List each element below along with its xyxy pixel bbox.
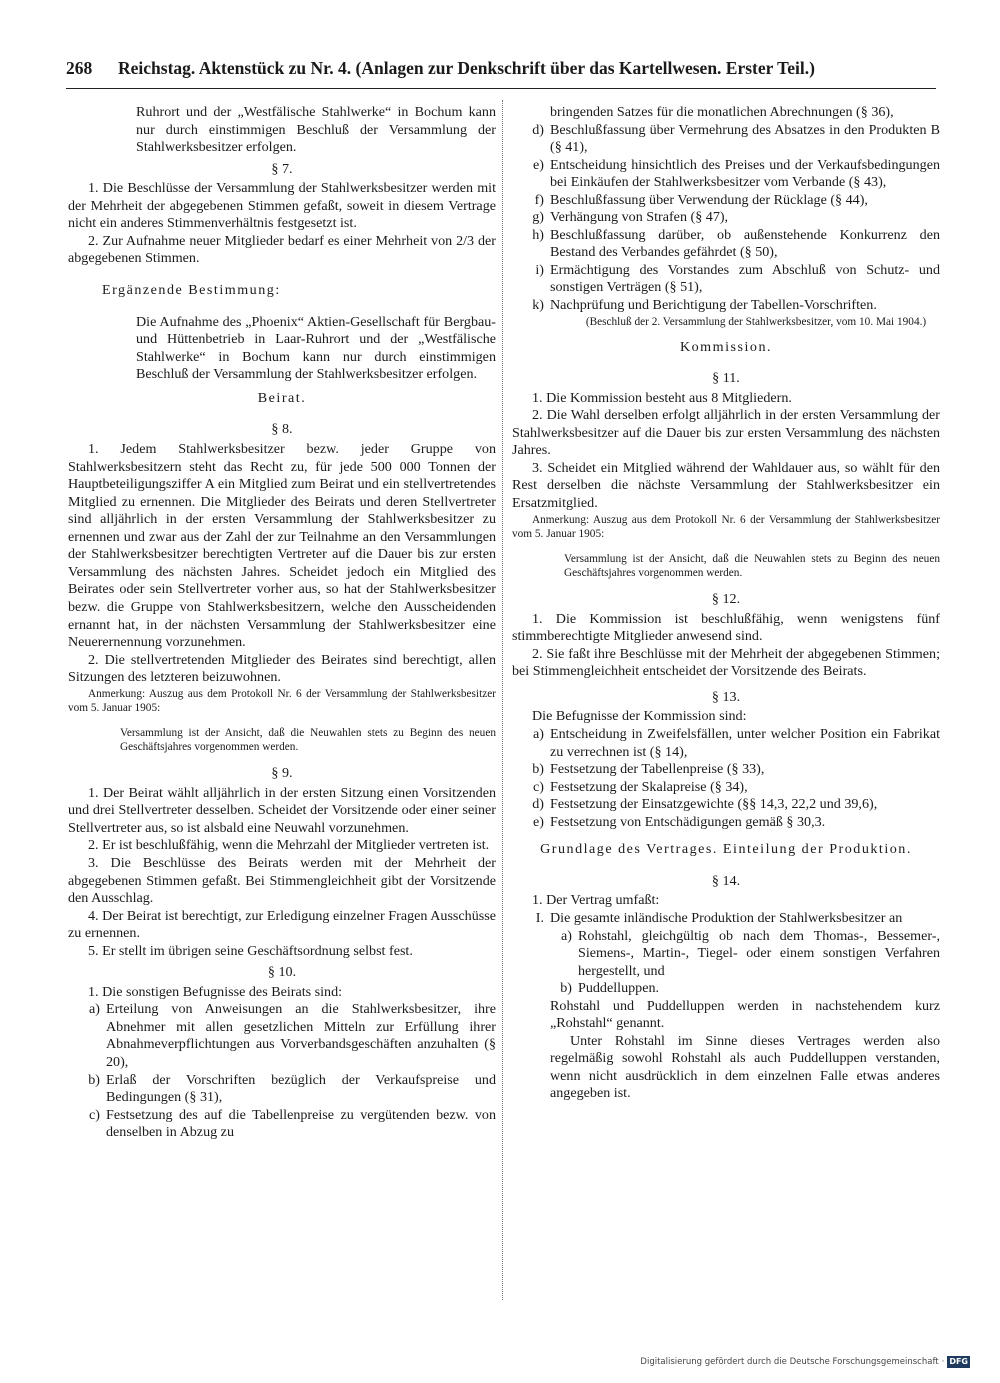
section-heading: § 10. (267, 964, 297, 981)
list-item: b) Erlaß der Vorschriften bezüglich der Verkaufspreise und Bedingungen (§ 31), (88, 1071, 496, 1106)
page-footer (640, 1355, 970, 1369)
page-number: 268 (66, 58, 93, 78)
section-heading: § 8. (271, 421, 293, 438)
page-header (66, 58, 936, 86)
list-item: e) Festsetzung von Entschädigungen gemäß § 30,3. (533, 813, 826, 830)
section-heading: § 12. (711, 591, 741, 608)
separator-dot: · (941, 1357, 945, 1367)
list-item: I. Die gesamte inländische Produktion der Stahlwerksbesitzer an (535, 910, 903, 927)
list-item: f) Beschlußfassung über Verwendung der Rücklage (§ 44), (534, 191, 868, 208)
paragraph: Rohstahl und Puddelluppen werden in nachstehendem kurz „Rohstahl“ genannt. (550, 997, 940, 1032)
header-rule (66, 88, 936, 89)
paragraph: 1. Die sonstigen Befugnisse des Beirats sind: (88, 983, 343, 1000)
section-heading: § 14. (711, 872, 741, 889)
dfg-logo: DFG (949, 1357, 968, 1366)
header-title: Reichstag. Aktenstück zu Nr. 4. (Anlagen zur Denkschrift über das Kartellwesen. Erster Teil.) (118, 58, 815, 78)
subheading: Ergänzende Bestimmung: (102, 282, 281, 299)
paragraph: 2. Sie faßt ihre Beschlüsse mit der Mehrheit der abgegebenen Stimmen; bei Stimmengleichheit entscheidet der Vorsitzende des Beirats. (512, 645, 940, 680)
note-text: Versammlung ist der Ansicht, daß die Neuwahlen stets zu Beginn des neuen Geschäftsjahres vorgenommen werden. (120, 726, 496, 753)
right-column (512, 104, 940, 1103)
paragraph: 1. Die Beschlüsse der Versammlung der Stahlwerksbesitzer werden mit der Mehrheit der abgegebenen Stimmen gefaßt, soweit in diesem Vertrage nicht ein anderes Stimmenverhältnis festgesetzt ist. (68, 180, 496, 232)
paragraph: Die Aufnahme des „Phoenix“ Aktien-Gesellschaft für Bergbau- und Hüttenbetrieb in Laar-Ruhrort und der „Westfälische Stahlwerke“ in Bochum kann nur durch einstimmigen Beschluß der Versammlung der Stahlwerksbesitzer erfolgen. (136, 313, 496, 383)
paragraph: 1. Der Vertrag umfaßt: (532, 892, 660, 909)
list-item: b) Festsetzung der Tabellenpreise (§ 33), (532, 761, 765, 778)
paragraph: 2. Zur Aufnahme neuer Mitglieder bedarf es einer Mehrheit von 2/3 der abgegebenen Stimmen. (68, 232, 496, 267)
list-item: i) Ermächtigung des Vorstandes zum Abschluß von Schutz- und sonstigen Verträgen (§ 51), (535, 261, 940, 296)
paragraph: 1. Die Kommission besteht aus 8 Mitgliedern. (532, 389, 792, 406)
list-item: k) Nachprüfung und Berichtigung der Tabellen-Vorschriften. (532, 297, 877, 314)
paragraph: Ruhrort und der „Westfälische Stahlwerke“ in Bochum kann nur durch einstimmigen Beschluß der Versammlung der Stahlwerksbesitzer erfolgen. (136, 104, 496, 156)
list-item: g) Verhängung von Strafen (§ 47), (532, 209, 729, 226)
list-item: d) Beschlußfassung über Vermehrung des Absatzes in den Produkten B (§ 41), (532, 121, 940, 156)
paragraph: 2. Er ist beschlußfähig, wenn die Mehrzahl der Mitglieder vertreten ist. (88, 837, 490, 854)
note-text: Versammlung ist der Ansicht, daß die Neuwahlen stets zu Beginn des neuen Geschäftsjahres vorgenommen werden. (564, 552, 940, 579)
paragraph: 2. Die Wahl derselben erfolgt alljährlich in der ersten Versammlung der Stahlwerksbesitzer auf die Dauer bis zur ersten Versammlung des nächsten Jahres. (512, 407, 940, 459)
section-heading: § 11. (712, 370, 740, 387)
chapter-heading: Beirat. (257, 389, 307, 406)
chapter-heading: Grundlage des Vertrages. Einteilung der Produktion. (540, 841, 912, 858)
column-separator (502, 100, 503, 1300)
paragraph: 2. Die stellvertretenden Mitglieder des Beirates sind berechtigt, allen Sitzungen des letzteren beizuwohnen. (68, 651, 496, 686)
section-heading: § 9. (271, 765, 293, 782)
paragraph: 4. Der Beirat ist berechtigt, zur Erledigung einzelner Fragen Ausschüsse zu ernennen. (68, 907, 496, 942)
note-block (68, 687, 496, 754)
paragraph: 1. Jedem Stahlwerksbesitzer bezw. jeder Gruppe von Stahlwerksbesitzern steht das Recht zu, für jede 500 000 Tonnen der Hauptbeteiligungsziffer A ein Mitglied zum Beirat und ein stellvertretendes Mitglied zu ernennen. Die Mitglieder des Beirats und deren Stellvertreter sind alljährlich in der ersten Versammlung der Stahlwerksbesitzer zu ernennen und zwar aus der Zahl der zur Teilnahme an den Versammlungen der Stahlwerksbesitzer berechtigten Vertreter auf die Dauer bis zur ersten Versammlung des nächsten Jahres. Scheidet jedoch ein Mitglied des Beirates oder sein Stellvertreter vorher aus, so hat der Stahlwerksbesitzer bezw. die Gruppe von Stahlwerksbesitzern, welche den Ausscheidenden ernannt hat, in der nächsten Versammlung der Stahlwerksbesitzer eine Neuerernennung vorzunehmen. (68, 441, 496, 651)
list-item: c) Festsetzung des auf die Tabellenpreise zu vergütenden bezw. von denselben in Abzug zu (89, 1106, 496, 1141)
paragraph: 1. Der Beirat wählt alljährlich in der ersten Sitzung einen Vorsitzenden und drei Stellvertreter desselben. Scheidet der Vorsitzende oder einer seiner Stellvertreter aus, so ist alsbald eine Neuwahl vorzunehmen. (68, 784, 496, 836)
paragraph: Die Befugnisse der Kommission sind: (532, 708, 747, 725)
paragraph: 3. Die Beschlüsse des Beirats werden mit der Mehrheit der abgegebenen Stimmen gefaßt. Bei Stimmengleichheit gibt der Vorsitzende den Ausschlag. (68, 855, 496, 907)
list-item: a) Entscheidung in Zweifelsfällen, unter welcher Position ein Fabrikat zu verrechnen ist (§ 14), (533, 726, 940, 760)
section-heading: § 7. (271, 160, 293, 177)
paragraph: 1. Die Kommission ist beschlußfähig, wenn wenigstens fünf stimmberechtigte Mitglieder anwesend sind. (512, 610, 940, 645)
resolution-note: (Beschluß der 2. Versammlung der Stahlwerksbesitzer, vom 10. Mai 1904.) (585, 315, 927, 328)
left-column (68, 104, 496, 1142)
list-item: a) Erteilung von Anweisungen an die Stahlwerksbesitzer, ihre Abnehmer mit allen gesetzlichen Mitteln zur Erfüllung ihrer Abnahmeverpflichtungen aus Vorverbandsgeschäften anzuhalten (§ 20), (89, 1001, 496, 1071)
list-item: a) Rohstahl, gleichgültig ob nach dem Thomas-, Bessemer-, Siemens-, Martin-, Tiegel- oder einem sonstigen Verfahren hergestellt, und (561, 927, 940, 979)
footer-text: Digitalisierung gefördert durch die Deutsche Forschungsgemeinschaft (640, 1357, 939, 1367)
paragraph: 3. Scheidet ein Mitglied während der Wahldauer aus, so wählt für den Rest derselben die nächste Versammlung der Stahlwerksbesitzer ein Ersatzmitglied. (512, 459, 940, 512)
paragraph: 5. Er stellt im übrigen seine Geschäftsordnung selbst fest. (88, 942, 413, 959)
list-item: h) Beschlußfassung darüber, ob außenstehende Konkurrenz den Bestand des Verbandes gefährdet (§ 50), (532, 226, 940, 261)
paragraph: Unter Rohstahl im Sinne dieses Vertrages werden also regelmäßig sowohl Rohstahl als auch Puddelluppen verstanden, wenn nicht ausdrücklich in dem einzelnen Falle etwas anderes angegeben ist. (550, 1032, 940, 1102)
section-heading: § 13. (711, 688, 741, 705)
list-item: b) Puddelluppen. (560, 980, 660, 997)
chapter-heading: Kommission. (679, 338, 773, 355)
list-item: d) Festsetzung der Einsatzgewichte (§§ 14,3, 22,2 und 39,6), (532, 796, 878, 813)
list-item: bringenden Satzes für die monatlichen Abrechnungen (§ 36), (550, 104, 894, 120)
note: Anmerkung: Auszug aus dem Protokoll Nr. 6 der Versammlung der Stahlwerksbesitzer vom 5. Januar 1905: (512, 513, 940, 540)
list-item: c) Festsetzung der Skalapreise (§ 34), (533, 778, 748, 795)
list-item: e) Entscheidung hinsichtlich des Preises und der Verkaufsbedingungen bei Einkäufen der Stahlwerksbesitzer vom Verbande (§ 43), (533, 156, 940, 191)
note-block (512, 513, 940, 580)
note: Anmerkung: Auszug aus dem Protokoll Nr. 6 der Versammlung der Stahlwerksbesitzer vom 5. Januar 1905: (68, 687, 496, 714)
